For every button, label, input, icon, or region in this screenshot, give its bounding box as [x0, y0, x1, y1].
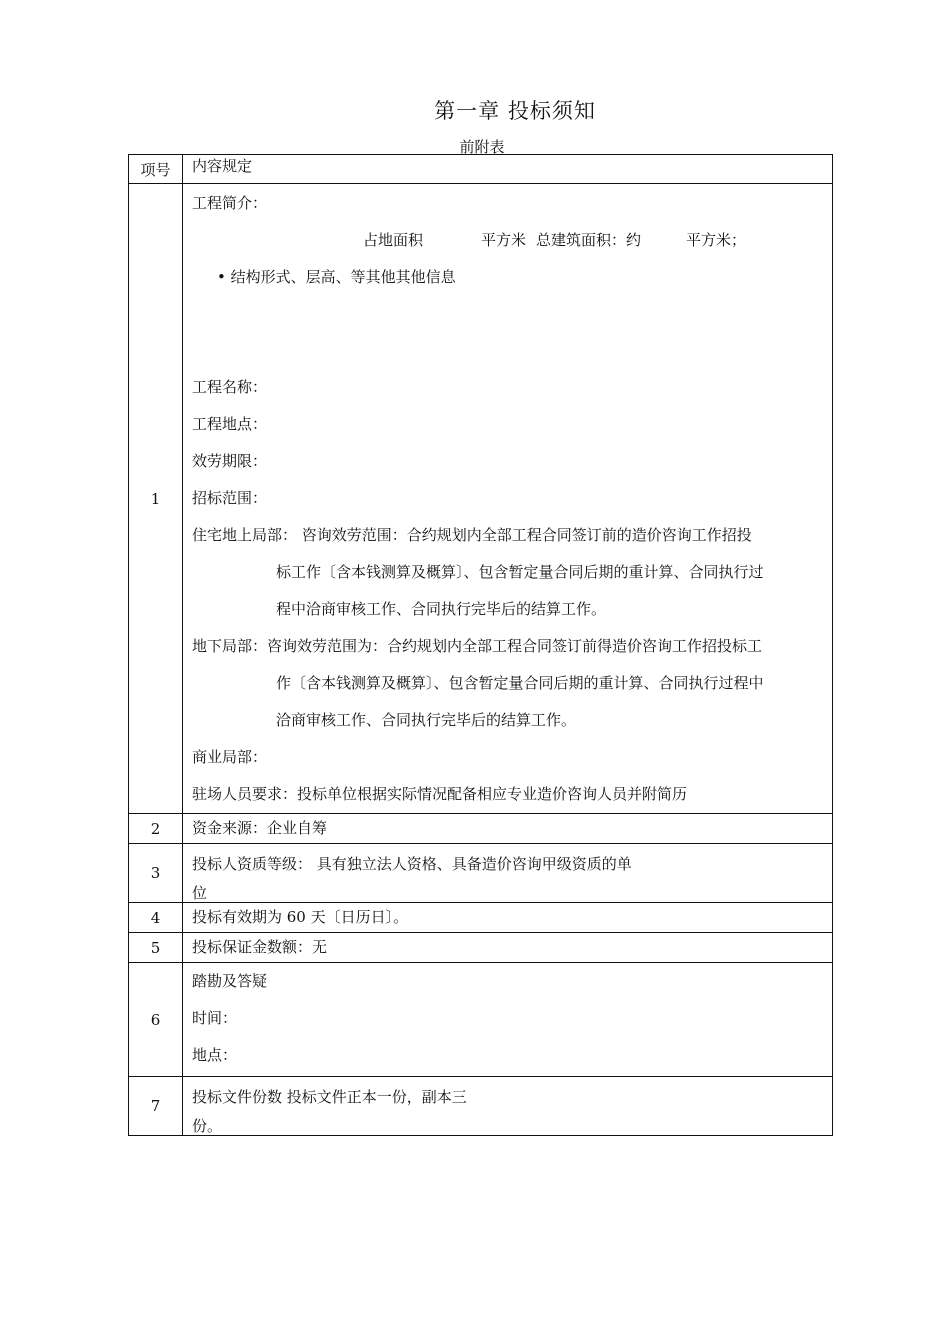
row-number: 5: [129, 933, 183, 963]
bidding-notice-table: [128, 154, 833, 1136]
page-title: 第一章 投标须知: [434, 99, 596, 123]
residential-scope-line: 标工作〔含本钱测算及概算〕、包含暂定量合同后期的重计算、合同执行过: [276, 563, 764, 581]
site-visit-label: 踏勘及答疑: [192, 972, 268, 990]
site-area-label: 占地面积: [363, 231, 424, 249]
project-name-label: 工程名称：: [192, 378, 268, 396]
row-number: 1: [129, 184, 183, 814]
staff-requirement: 驻场人员要求：投标单位根据实际情况配备相应专业造价咨询人员并附简历: [192, 785, 688, 803]
row-content: [183, 184, 833, 814]
residential-scope-line: 住宅地上局部： 咨询效劳范围：合约规划内全部工程合同签订前的造价咨询工作招投: [192, 526, 752, 544]
row-number: 2: [129, 814, 183, 844]
table-row: [129, 963, 833, 1077]
table-row: [129, 933, 833, 963]
validity-period: 投标有效期为 60 天〔日历日〕。: [192, 908, 409, 926]
table-row: [129, 1077, 833, 1136]
building-area-label: 总建筑面积：约: [536, 231, 642, 249]
row-number: 3: [129, 844, 183, 903]
underground-scope-line: 洽商审核工作、合同执行完毕后的结算工作。: [276, 711, 577, 729]
service-period-label: 效劳期限：: [192, 452, 268, 470]
copies-line: 投标文件份数 投标文件正本一份，副本三: [192, 1088, 467, 1106]
underground-scope-line: 作〔含本钱测算及概算〕、包含暂定量合同后期的重计算、合同执行过程中: [276, 674, 764, 692]
building-area-unit: 平方米；: [686, 231, 747, 249]
tender-scope-label: 招标范围：: [192, 489, 268, 507]
site-visit-place: 地点：: [192, 1046, 238, 1064]
table-caption: 前附表: [459, 138, 505, 156]
header-item-number: 项号: [129, 155, 183, 184]
structure-bullet: • 结构形式、层高、等其他其他信息: [217, 268, 456, 286]
table-header-row: [129, 155, 833, 184]
qualification-line: 位: [192, 884, 208, 902]
commercial-label: 商业局部：: [192, 748, 268, 766]
row-number: 4: [129, 903, 183, 933]
qualification-line: 投标人资质等级： 具有独立法人资格、具备造价咨询甲级资质的单: [192, 855, 632, 873]
table-row: [129, 844, 833, 903]
underground-scope-line: 地下局部：咨询效劳范围为：合约规划内全部工程合同签订前得造价咨询工作招投标工: [192, 637, 763, 655]
site-visit-time: 时间：: [192, 1009, 238, 1027]
site-area-unit: 平方米: [481, 231, 527, 249]
row-number: 7: [129, 1077, 183, 1136]
row-number: 6: [129, 963, 183, 1077]
project-intro-label: 工程简介：: [192, 194, 268, 212]
header-content: 内容规定: [183, 155, 833, 184]
table-row: [129, 184, 833, 814]
project-location-label: 工程地点：: [192, 415, 268, 433]
copies-line: 份。: [192, 1117, 223, 1135]
table-row: [129, 903, 833, 933]
area-line: [192, 222, 832, 259]
funding-source: 资金来源：企业自筹: [192, 819, 328, 837]
table-row: [129, 814, 833, 844]
bid-bond: 投标保证金数额：无: [192, 938, 328, 956]
residential-scope-line: 程中洽商审核工作、合同执行完毕后的结算工作。: [276, 600, 607, 618]
